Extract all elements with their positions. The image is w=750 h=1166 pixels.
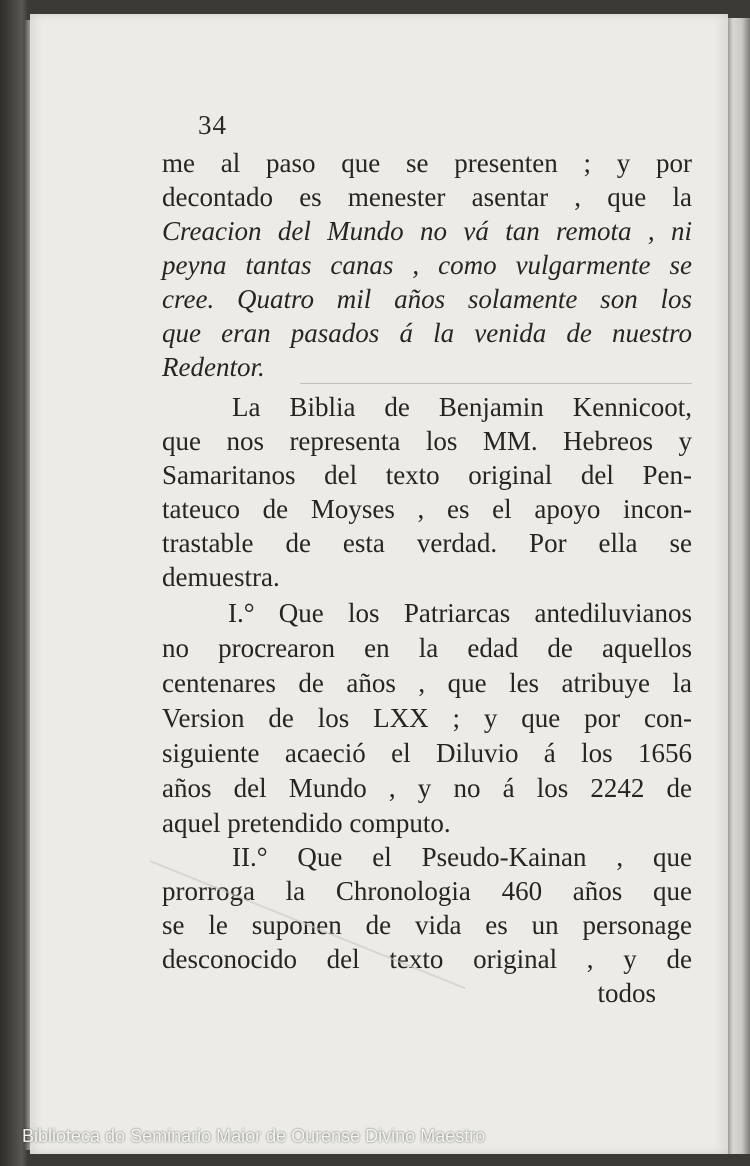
text-line: no procrearon en la edad de aquellos (162, 633, 692, 663)
text-line: Redentor. (162, 352, 265, 382)
text-line: II.° Que el Pseudo-Kainan , que (232, 842, 692, 872)
text-line: La Biblia de Benjamin Kennicoot, (232, 392, 692, 422)
text-line: se le suponen de vida es un personage (162, 910, 692, 940)
library-watermark: Biblioteca do Seminario Maior de Ourense Divino Maestro (22, 1126, 486, 1146)
text-line: peyna tantas canas , como vulgarmente se (162, 250, 692, 280)
section-rule (300, 383, 692, 384)
text-line: aquel pretendido computo. (162, 808, 451, 838)
text-line: Samaritanos del texto original del Pen- (162, 460, 692, 490)
text-line: desconocido del texto original , y de (162, 944, 692, 974)
text-line: Creacion del Mundo no vá tan remota , ni (162, 216, 692, 246)
text-line: Version de los LXX ; y que por con- (162, 703, 692, 733)
page-number: 34 (198, 110, 227, 140)
text-line: cree. Quatro mil años solamente son los (162, 284, 692, 314)
text-line: que eran pasados á la venida de nuestro (162, 318, 692, 348)
page-right-edge (728, 18, 750, 1154)
text-line: trastable de esta verdad. Por ella se (162, 528, 692, 558)
text-line: demuestra. (162, 562, 280, 592)
text-line: me al paso que se presenten ; y por (162, 148, 692, 178)
text-line: centenares de años , que les atribuye la (162, 668, 692, 698)
catchword: todos (597, 978, 656, 1008)
text-line: años del Mundo , y no á los 2242 de (162, 773, 692, 803)
text-line: tateuco de Moyses , es el apoyo incon- (162, 494, 692, 524)
text-line: decontado es menester asentar , que la (162, 182, 692, 212)
text-line: prorroga la Chronologia 460 años que (162, 876, 692, 906)
text-line: I.° Que los Patriarcas antediluvianos (228, 598, 692, 628)
text-line: que nos representa los MM. Hebreos y (162, 426, 692, 456)
text-line: siguiente acaeció el Diluvio á los 1656 (162, 738, 692, 768)
